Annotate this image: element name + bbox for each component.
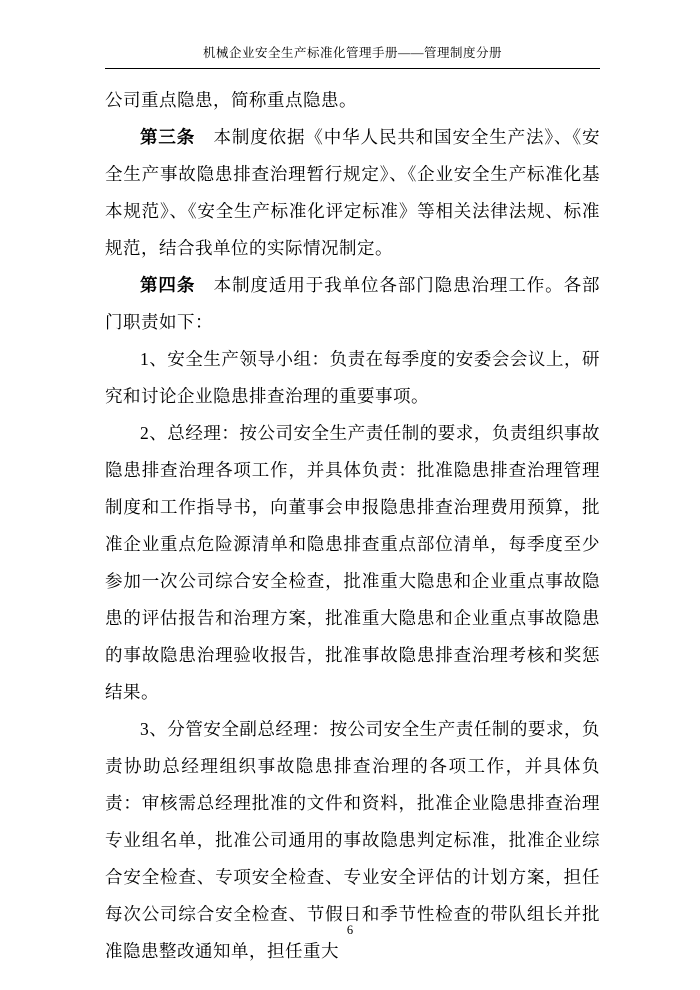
- paragraph-text: 本制度依据《中华人民共和国安全生产法》、《安全生产事故隐患排查治理暂行规定》、《企业安全生产标准化基本规范》、《安全生产标准化评定标准》等相关法律法规、标准规范，结合我单位的实际情况制定。: [105, 127, 600, 258]
- paragraph-text: 1、安全生产领导小组：负责在每季度的安委会会议上，研究和讨论企业隐患排查治理的重要事项。: [105, 349, 600, 406]
- paragraph-lead: 第三条: [140, 127, 196, 147]
- paragraph: [105, 119, 600, 267]
- page-number: 6: [346, 923, 354, 937]
- paragraph: [105, 341, 600, 415]
- page-footer: [0, 923, 700, 938]
- paragraph: [105, 82, 600, 119]
- paragraph-lead: 第四条: [140, 275, 196, 295]
- document-body: [105, 82, 600, 970]
- paragraph-text: 本制度适用于我单位各部门隐患治理工作。各部门职责如下：: [105, 275, 600, 332]
- paragraph-text: 公司重点隐患，简称重点隐患。: [105, 90, 357, 110]
- paragraph-text: 2、总经理：按公司安全生产责任制的要求，负责组织事故隐患排查治理各项工作，并具体负责：批准隐患排查治理管理制度和工作指导书，向董事会申报隐患排查治理费用预算，批准企业重点危险源清单和隐患排查重点部位清单，每季度至少参加一次公司综合安全检查，批准重大隐患和企业重点事故隐患的评估报告和治理方案，批准重大隐患和企业重点事故隐患的事故隐患治理验收报告，批准事故隐患排查治理考核和奖惩结果。: [105, 423, 600, 702]
- header-title: 机械企业安全生产标准化管理手册——管理制度分册: [202, 46, 502, 60]
- paragraph: [105, 267, 600, 341]
- paragraph: [105, 415, 600, 711]
- page-header: [105, 46, 600, 69]
- paragraph-text: 3、分管安全副总经理：按公司安全生产责任制的要求，负责协助总经理组织事故隐患排查治理的各项工作，并具体负责：审核需总经理批准的文件和资料，批准企业隐患排查治理专业组名单，批准公司通用的事故隐患判定标准，批准企业综合安全检查、专项安全检查、专业安全评估的计划方案，担任每次公司综合安全检查、节假日和季节性检查的带队组长并批准隐患整改通知单，担任重大: [105, 719, 600, 961]
